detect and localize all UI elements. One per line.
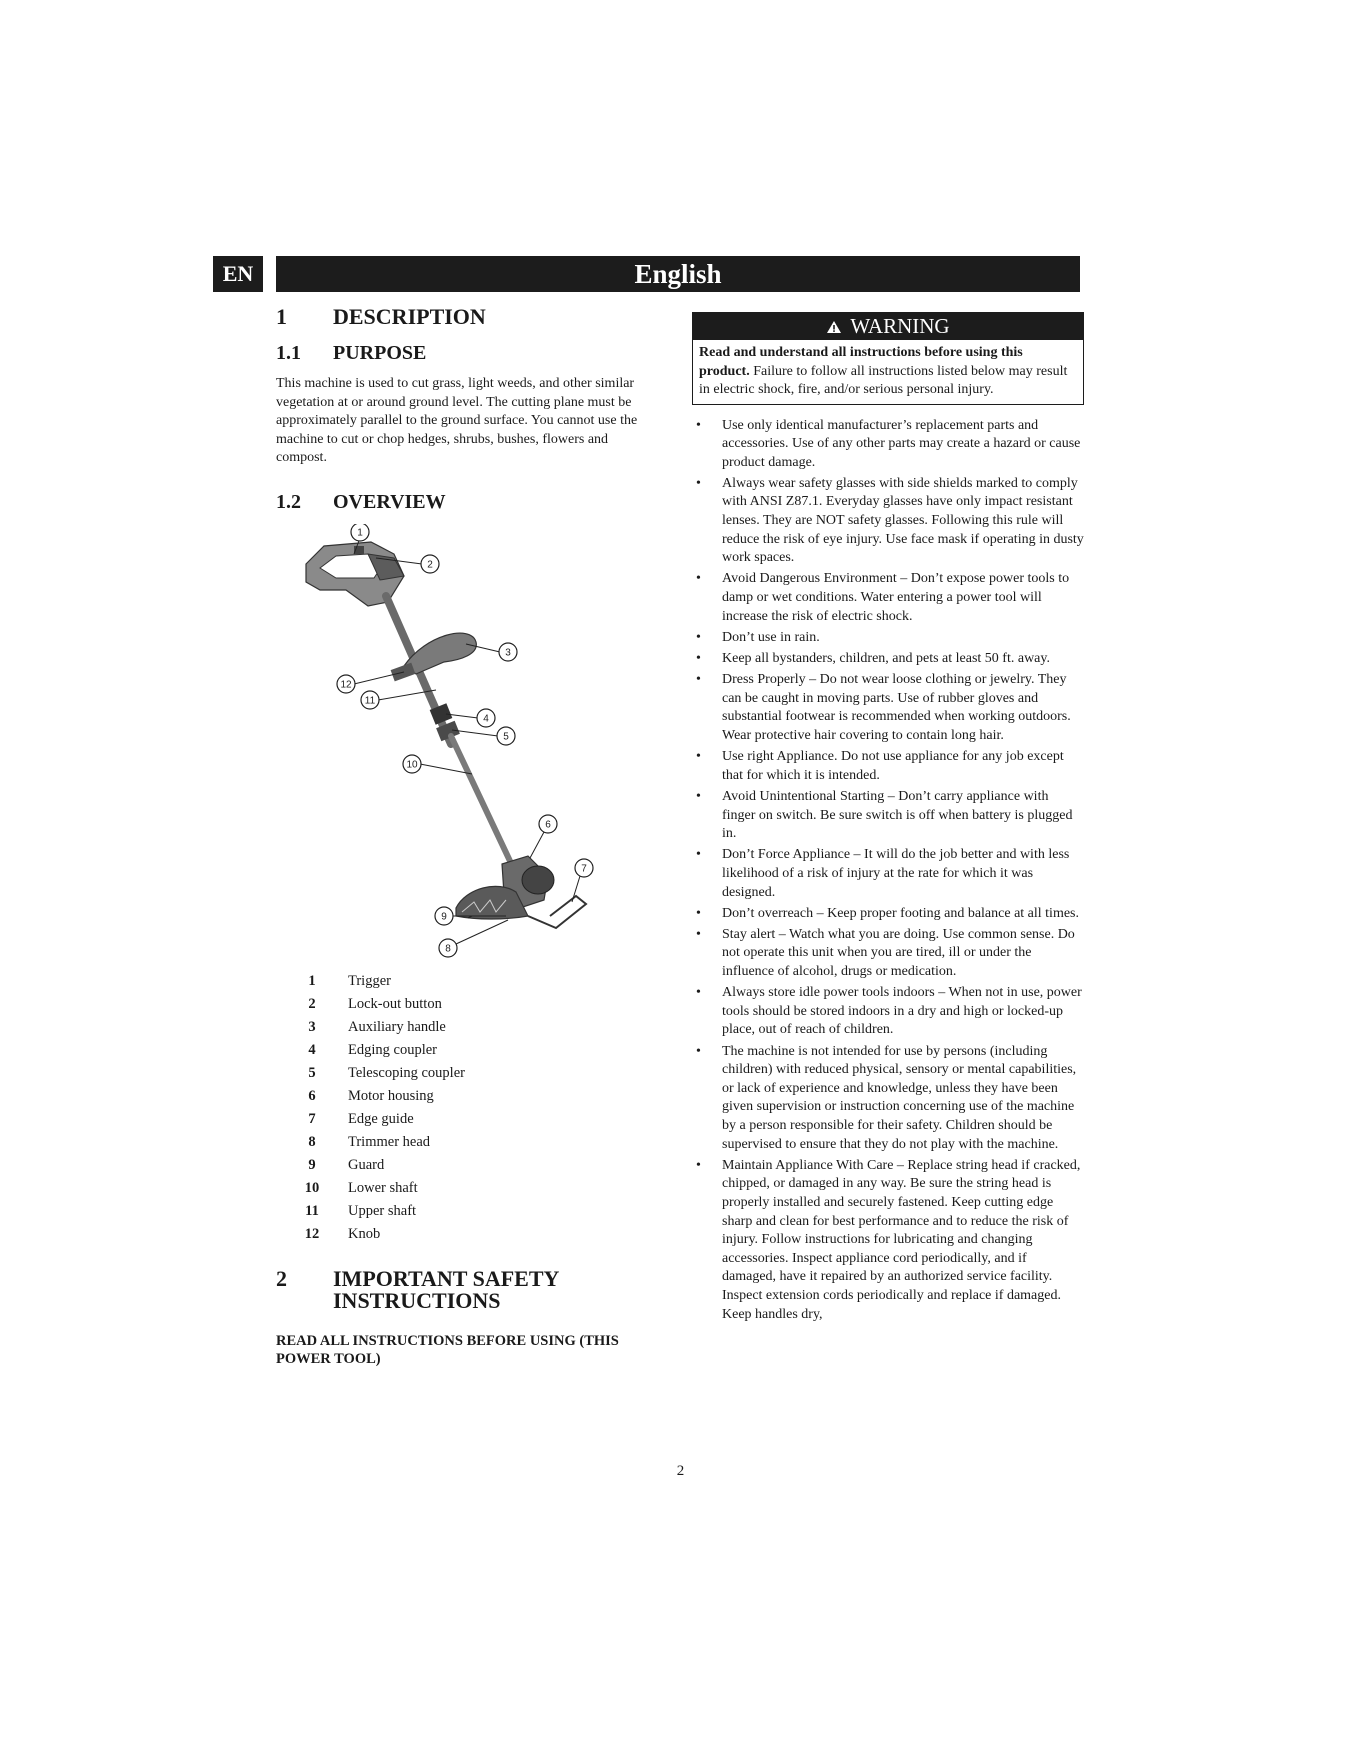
bullet-text: The machine is not intended for use by persons (including children) with reduced physical, sensory or mental capabilities, or lack of experience and knowledge, unless they have been given supervision or instruction concerning use of the machine by a person responsible for their safety. Children should be supervised to ensure that they do not play with the machine. <box>722 1043 1077 1152</box>
bullet-marker: • <box>696 417 701 433</box>
part-number: 1 <box>308 972 316 989</box>
parts-list-item <box>276 1223 656 1246</box>
part-name: Lock-out button <box>348 995 442 1012</box>
safety-bullet-item <box>694 788 1084 844</box>
page-number: 2 <box>676 1463 685 1479</box>
part-number: 7 <box>308 1110 316 1127</box>
trimmer-diagram <box>276 524 656 964</box>
callout-label-4: 4 <box>483 713 489 725</box>
parts-list-item <box>276 1062 656 1085</box>
part-name: Motor housing <box>348 1087 434 1104</box>
bullet-text: Use right Appliance. Do not use appliance for any job except that for which it is intended. <box>722 749 1064 783</box>
bullet-text: Dress Properly – Do not wear loose clothing or jewelry. They can be caught in moving parts. Use of rubber gloves and substantial footwear is recommended when working outdoors. Wear protective hair covering to contain long hair. <box>722 672 1071 743</box>
part-number: 6 <box>308 1087 316 1104</box>
callout-label-6: 6 <box>545 819 551 831</box>
bullet-text: Always store idle power tools indoors – When not in use, power tools should be stored indoors in a dry and high or locked-up place, out of reach of children. <box>722 985 1082 1038</box>
part-number: 3 <box>308 1018 316 1035</box>
purpose-paragraph: This machine is used to cut grass, light weeds, and other similar vegetation at or around ground level. The cutting plane must be approximately parallel to the ground surface. You cannot use the machine to cut or chop hedges, shrubs, bushes, flowers and compost. <box>276 376 638 466</box>
safety-bullet-item <box>694 926 1084 982</box>
part-name: Edge guide <box>348 1110 414 1127</box>
callout-label-9: 9 <box>441 911 447 923</box>
bullet-marker: • <box>696 926 701 942</box>
language-tab: EN <box>213 256 263 292</box>
parts-list-item <box>276 1200 656 1223</box>
callout-label-10: 10 <box>406 759 418 771</box>
safety-bullet-item <box>694 905 1084 924</box>
bullet-text: Don’t Force Appliance – It will do the job better and with less likelihood of a risk of injury at the rate for which it was designed. <box>722 847 1070 900</box>
part-number: 2 <box>308 995 316 1012</box>
parts-list-item <box>276 970 656 993</box>
safety-bullet-item <box>694 846 1084 902</box>
callout-label-1: 1 <box>357 527 363 539</box>
warning-title-bar <box>693 313 1083 340</box>
bullet-text: Avoid Dangerous Environment – Don’t expose power tools to damp or wet conditions. Water entering a power tool will increase the risk of electric shock. <box>722 571 1070 624</box>
subsection-title: OVERVIEW <box>333 490 446 513</box>
part-name: Lower shaft <box>348 1179 418 1196</box>
trimmer-illustration <box>276 524 656 964</box>
left-column <box>276 305 656 1368</box>
safety-bullet-item <box>694 1043 1084 1155</box>
parts-list-item <box>276 1085 656 1108</box>
safety-bullet-item <box>694 417 1084 473</box>
parts-list <box>276 970 656 1246</box>
part-name: Knob <box>348 1225 381 1242</box>
bullet-marker: • <box>696 985 701 1001</box>
section-description-heading <box>276 305 656 329</box>
part-name: Upper shaft <box>348 1202 417 1219</box>
parts-list-item <box>276 1177 656 1200</box>
bullet-text: Stay alert – Watch what you are doing. Use common sense. Do not operate this unit when you are tired, ill or under the influence of alcohol, drugs or medication. <box>722 926 1075 980</box>
bullet-text: Don’t overreach – Keep proper footing and balance at all times. <box>722 905 1079 921</box>
safety-bullet-item <box>694 671 1084 745</box>
section-title: DESCRIPTION <box>333 304 486 329</box>
section-number: 1 <box>276 304 287 329</box>
bullet-marker: • <box>696 847 701 863</box>
bullet-marker: • <box>696 651 701 666</box>
subsection-number: 1.1 <box>276 342 301 364</box>
safety-bullet-item <box>694 475 1084 568</box>
callout-label-8: 8 <box>445 943 451 955</box>
right-column <box>694 312 1084 1327</box>
part-number: 5 <box>308 1064 316 1081</box>
part-name: Auxiliary handle <box>348 1018 446 1035</box>
warning-triangle-icon <box>826 320 842 334</box>
part-number: 4 <box>308 1041 316 1058</box>
parts-list-item <box>276 1039 656 1062</box>
language-title-bar: English <box>276 256 1080 292</box>
callout-label-11: 11 <box>364 695 376 707</box>
section-title-line1: IMPORTANT SAFETY <box>333 1265 560 1291</box>
warning-body-text: Failure to follow all instructions listed below may result in electric shock, fire, and/or serious personal injury. <box>699 363 1068 397</box>
part-name: Trimmer head <box>348 1133 431 1150</box>
part-number: 8 <box>308 1133 316 1150</box>
part-name: Telescoping coupler <box>348 1064 465 1081</box>
safety-bullet-item <box>694 1157 1084 1324</box>
bullet-marker: • <box>696 1043 701 1059</box>
callout-label-12: 12 <box>340 679 352 691</box>
safety-bullet-item <box>694 629 1084 648</box>
section-number: 2 <box>276 1265 287 1291</box>
part-number: 10 <box>304 1179 320 1196</box>
section-title <box>333 1265 560 1313</box>
section-safety-heading <box>276 1265 656 1313</box>
callout-label-2: 2 <box>427 559 433 571</box>
safety-bullet-list <box>694 417 1084 1325</box>
bullet-marker: • <box>696 788 701 804</box>
bullet-text: Don’t use in rain. <box>722 629 820 645</box>
bullet-text: Keep all bystanders, children, and pets at least 50 ft. away. <box>722 651 1050 666</box>
warning-box <box>692 312 1084 405</box>
subsection-title: PURPOSE <box>333 342 427 364</box>
subsection-overview-heading <box>276 490 656 514</box>
bullet-marker: • <box>696 905 701 921</box>
parts-list-item <box>276 1154 656 1177</box>
parts-list-item <box>276 1016 656 1039</box>
parts-list-item <box>276 993 656 1016</box>
warning-title: WARNING <box>850 314 950 338</box>
parts-list-item <box>276 1108 656 1131</box>
bullet-text: Use only identical manufacturer’s replacement parts and accessories. Use of any other parts may create a hazard or cause product damage. <box>722 417 1081 470</box>
safety-bullet-item <box>694 650 1084 669</box>
subsection-number: 1.2 <box>276 490 301 513</box>
bullet-marker: • <box>696 672 701 688</box>
callout-label-5: 5 <box>503 731 509 743</box>
callout-label-3: 3 <box>505 647 511 659</box>
callout-label-7: 7 <box>581 863 587 875</box>
bullet-marker: • <box>696 749 701 765</box>
part-number: 12 <box>304 1225 320 1242</box>
safety-bullet-item <box>694 748 1084 785</box>
subsection-purpose-heading <box>276 341 656 365</box>
parts-list-item <box>276 1131 656 1154</box>
warning-bold-text: Read and understand all instructions before using this product. <box>699 345 1023 379</box>
bullet-marker: • <box>696 475 701 491</box>
bullet-marker: • <box>696 571 701 587</box>
bullet-text: Avoid Unintentional Starting – Don’t carry appliance with finger on switch. Be sure switch is off when battery is plugged in. <box>722 788 1073 842</box>
bullet-marker: • <box>696 1157 701 1173</box>
bullet-marker: • <box>696 629 701 645</box>
part-name: Trigger <box>348 972 391 989</box>
safety-bullet-item <box>694 570 1084 626</box>
part-name: Guard <box>348 1156 385 1173</box>
part-name: Edging coupler <box>348 1041 437 1058</box>
part-number: 9 <box>308 1156 316 1173</box>
section-title-line2: INSTRUCTIONS <box>333 1287 501 1313</box>
bullet-text: Maintain Appliance With Care – Replace string head if cracked, chipped, or damaged in any way. Be sure the string head is properly installed and securely fastened. Keep cutting edge sharp and clean for best performance and to reduce the risk of injury. Follow instructions for lubricating and changing accessories. Inspect appliance cord periodically, and if damaged, have it repaired by an authorized service facility. Inspect extension cords periodically and replace if damaged. Keep handles dry, <box>722 1157 1081 1322</box>
warning-text <box>693 340 1083 404</box>
part-number: 11 <box>305 1202 319 1219</box>
safety-bullet-item <box>694 984 1084 1040</box>
read-all-instructions: READ ALL INSTRUCTIONS BEFORE USING (THIS POWER TOOL) <box>276 1332 619 1367</box>
bullet-text: Always wear safety glasses with side shields marked to comply with ANSI Z87.1. Everyday glasses have only impact resistant lenses. They are NOT safety glasses. Following this rule will reduce the risk of eye injury. Use face mask if operating in dusty work spaces. <box>722 475 1084 566</box>
